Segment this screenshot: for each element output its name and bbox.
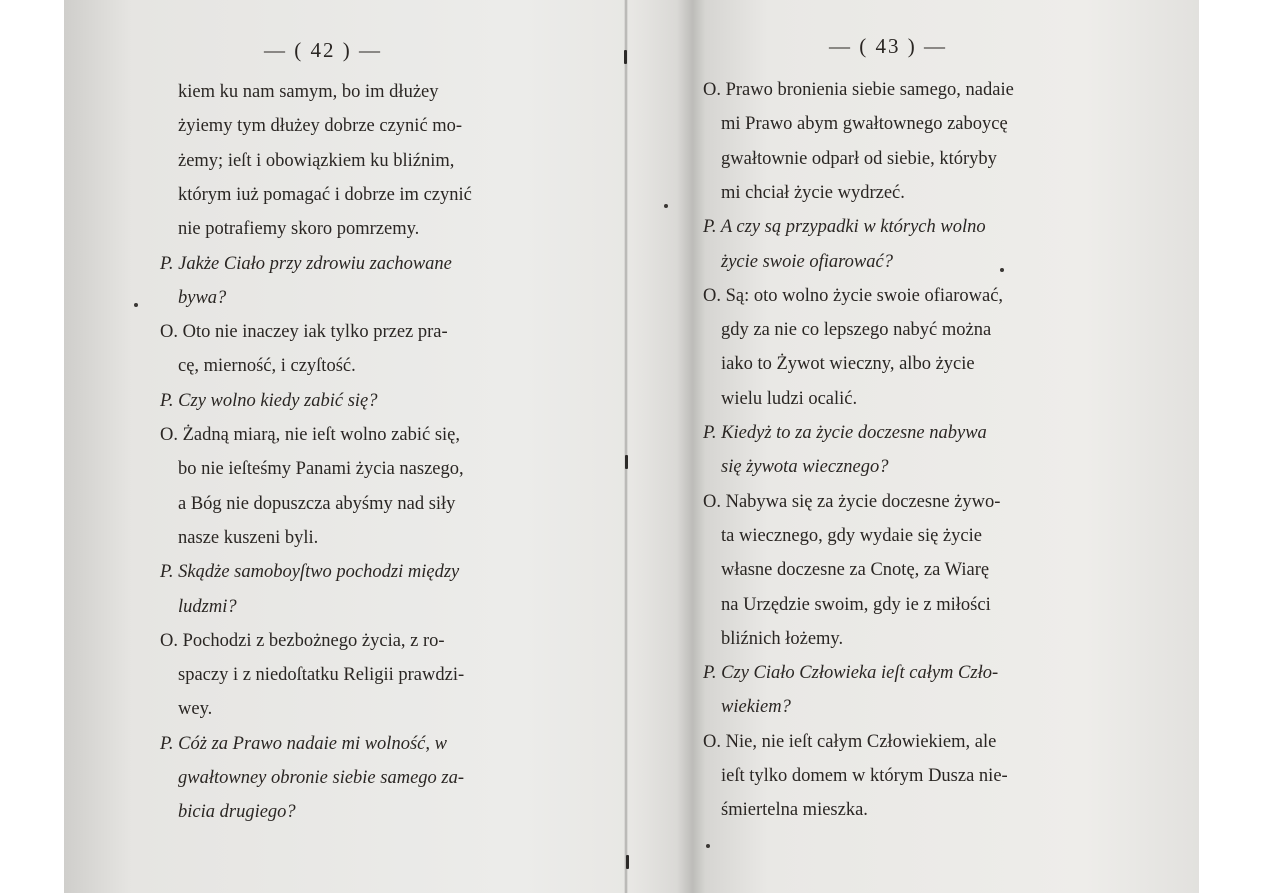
- binding-stitch: [624, 50, 627, 64]
- binding-stitch: [625, 455, 628, 469]
- question-line: się żywota wiecznego?: [721, 457, 889, 478]
- answer-line: spaczy i z niedoſtatku Religii prawdzi-: [178, 665, 465, 686]
- answer-line: cę, mierność, i czyſtość.: [178, 356, 356, 377]
- answer-line: nie potrafiemy skoro pomrzemy.: [178, 219, 420, 240]
- answer-line: a Bóg nie dopuszcza abyśmy nad siły: [178, 493, 456, 514]
- left-page: [64, 0, 624, 893]
- book-spread: [64, 0, 1199, 893]
- answer-line: O. Pochodzi z bezbożnego życia, z ro-: [160, 630, 445, 651]
- answer-line: gdy za nie co lepszego nabyć można: [721, 320, 992, 341]
- answer-line: żyiemy tym dłużey dobrze czynić mo-: [178, 116, 463, 137]
- page-number-header: — ( 42 ) —: [264, 38, 382, 62]
- question-line: bicia drugiego?: [178, 802, 296, 823]
- question-line: P. Skądże samoboyſtwo pochodzi między: [160, 562, 460, 583]
- answer-line: mi chciał życie wydrzeć.: [721, 182, 905, 203]
- question-line: życie swoie ofiarować?: [721, 251, 893, 272]
- answer-line: własne doczesne za Cnotę, za Wiarę: [721, 560, 990, 581]
- answer-line: mi Prawo abym gwałtownego zaboycę: [721, 114, 1008, 135]
- answer-line: O. Są: oto wolno życie swoie ofiarować,: [703, 285, 1004, 306]
- question-line: P. Kiedyż to za życie doczesne nabywa: [703, 423, 987, 443]
- answer-line: O. Nie, nie ieſt całym Człowiekiem, ale: [703, 731, 997, 752]
- answer-line: ta wiecznego, gdy wydaie się życie: [721, 525, 982, 546]
- answer-line: O. Nabywa się za życie doczesne żywo-: [703, 491, 1001, 512]
- answer-line: nasze kuszeni byli.: [178, 527, 319, 548]
- answer-line: wey.: [178, 699, 213, 720]
- question-line: P. Jakże Ciało przy zdrowiu zachowane: [160, 253, 452, 274]
- question-line: gwałtowney obronie siebie samego za-: [178, 768, 465, 788]
- answer-line: wielu ludzi ocalić.: [721, 388, 858, 409]
- answer-line: O. Oto nie inaczey iak tylko przez pra-: [160, 322, 448, 343]
- question-line: ludzmi?: [178, 596, 237, 617]
- question-line: P. Czy Ciało Człowieka ieſt całym Czło-: [703, 663, 999, 684]
- question-line: bywa?: [178, 287, 227, 308]
- right-page: [629, 0, 1199, 893]
- answer-line: na Urzędzie swoim, gdy ie z miłości: [721, 594, 991, 615]
- page-number-header: — ( 43 ) —: [829, 34, 947, 58]
- question-line: P. A czy są przypadki w których wolno: [703, 217, 986, 238]
- answer-line: bliźnich łożemy.: [721, 628, 844, 649]
- answer-line: ieſt tylko domem w którym Dusza nie-: [721, 766, 1008, 786]
- answer-line: O. Żadną miarą, nie ieſt wolno zabić się,: [160, 425, 461, 445]
- question-line: wiekiem?: [721, 697, 791, 718]
- answer-line: żemy; ieſt i obowiązkiem ku bliźnim,: [178, 150, 455, 171]
- answer-line: kiem ku nam samym, bo im dłużey: [178, 82, 439, 102]
- question-line: P. Cóż za Prawo nadaie mi wolność, w: [160, 733, 447, 754]
- answer-line: którym iuż pomagać i dobrze im czynić: [178, 184, 472, 205]
- book-gutter: [624, 0, 628, 893]
- answer-line: gwałtownie odparł od siebie, któryby: [721, 148, 997, 169]
- answer-line: O. Prawo bronienia siebie samego, nadaie: [703, 80, 1014, 100]
- answer-line: bo nie ieſteśmy Panami życia naszego,: [178, 459, 464, 480]
- answer-line: iako to Żywot wieczny, albo życie: [721, 354, 975, 375]
- answer-line: śmiertelna mieszka.: [721, 800, 868, 821]
- question-line: P. Czy wolno kiedy zabić się?: [160, 390, 378, 411]
